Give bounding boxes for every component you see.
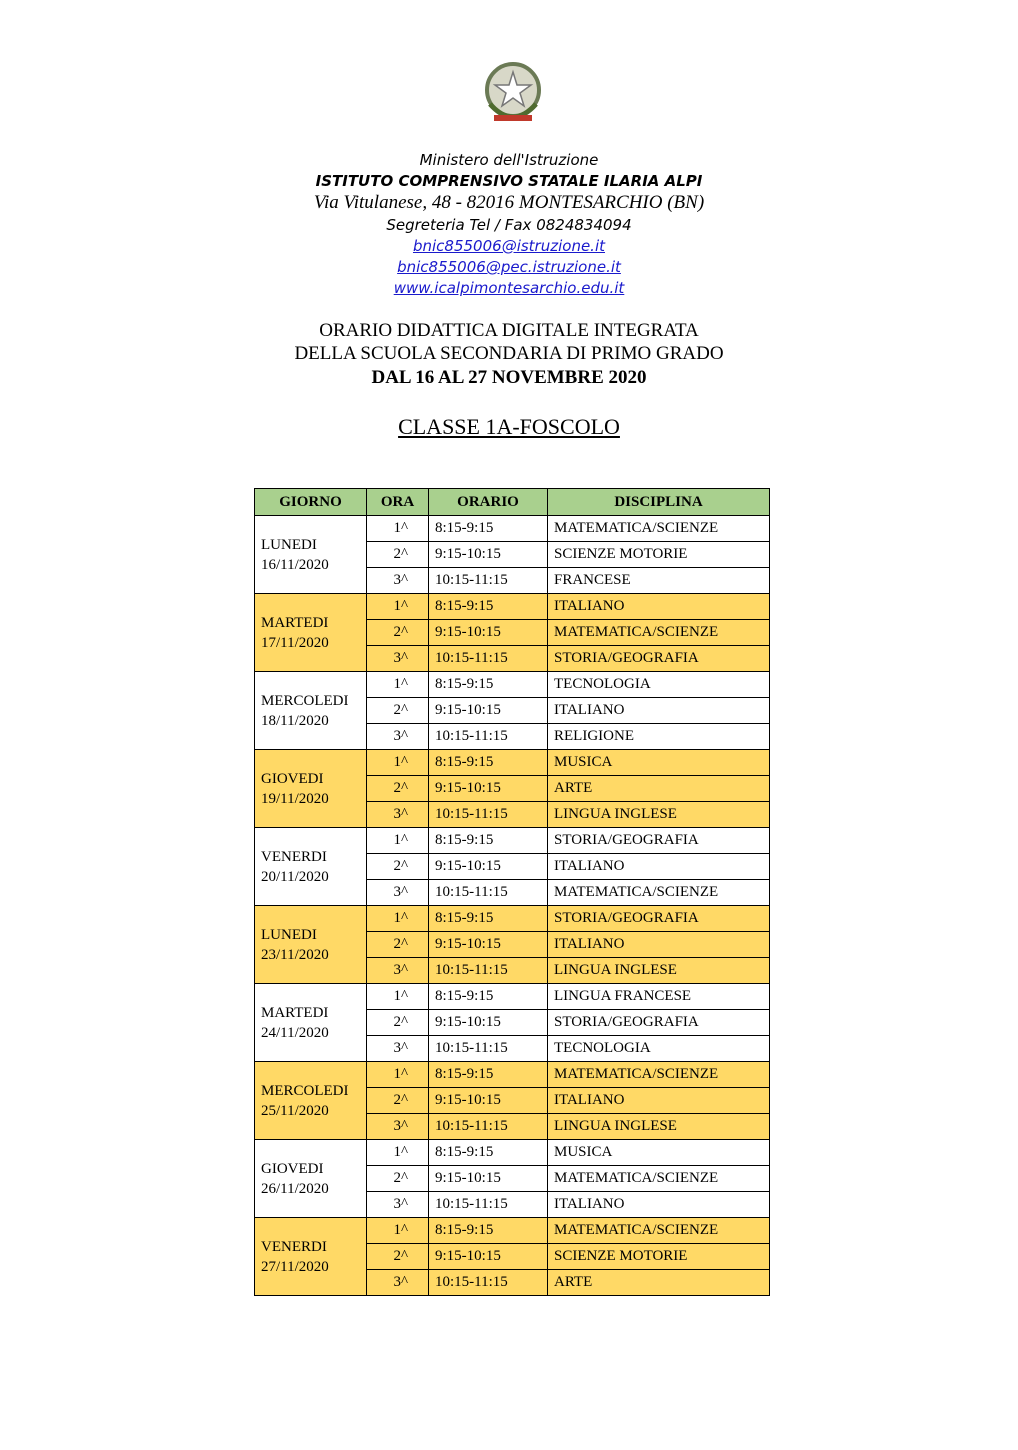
header-orario: ORARIO [429, 489, 548, 516]
time-cell: 10:15-11:15 [429, 724, 548, 750]
time-cell: 9:15-10:15 [429, 1244, 548, 1270]
email-link[interactable]: bnic855006@istruzione.it [412, 237, 605, 255]
pec-link[interactable]: bnic855006@pec.istruzione.it [397, 258, 621, 276]
time-cell: 9:15-10:15 [429, 776, 548, 802]
day-date: 17/11/2020 [261, 634, 329, 651]
day-name: GIOVEDI [261, 1160, 324, 1177]
time-cell: 10:15-11:15 [429, 1114, 548, 1140]
time-cell: 10:15-11:15 [429, 802, 548, 828]
day-cell [255, 516, 367, 594]
time-cell: 9:15-10:15 [429, 698, 548, 724]
ministry-name: Ministero dell'Istruzione [419, 151, 599, 169]
day-name: VENERDI [261, 848, 327, 865]
hour-cell: 1^ [367, 906, 429, 932]
time-cell: 9:15-10:15 [429, 1166, 548, 1192]
time-cell: 9:15-10:15 [429, 620, 548, 646]
subject-cell: MATEMATICA/SCIENZE [548, 880, 770, 906]
time-cell: 10:15-11:15 [429, 646, 548, 672]
subject-cell: LINGUA INGLESE [548, 1114, 770, 1140]
subject-cell: MATEMATICA/SCIENZE [548, 1062, 770, 1088]
subject-cell: STORIA/GEOGRAFIA [548, 828, 770, 854]
subject-cell: MUSICA [548, 750, 770, 776]
day-date: 16/11/2020 [261, 556, 329, 573]
subject-cell: FRANCESE [548, 568, 770, 594]
time-cell: 8:15-9:15 [429, 1218, 548, 1244]
day-cell [255, 750, 367, 828]
time-cell: 8:15-9:15 [429, 1140, 548, 1166]
hour-cell: 2^ [367, 1166, 429, 1192]
hour-cell: 3^ [367, 568, 429, 594]
day-date: 19/11/2020 [261, 790, 329, 807]
subject-cell: LINGUA INGLESE [548, 958, 770, 984]
subject-cell: ITALIANO [548, 932, 770, 958]
school-name: ISTITUTO COMPRENSIVO STATALE ILARIA ALPI [315, 172, 703, 190]
table-row [255, 594, 770, 620]
title-line-1: ORARIO DIDATTICA DIGITALE INTEGRATA [319, 320, 699, 341]
time-cell: 10:15-11:15 [429, 1270, 548, 1296]
day-date: 26/11/2020 [261, 1180, 329, 1197]
hour-cell: 2^ [367, 1244, 429, 1270]
hour-cell: 1^ [367, 594, 429, 620]
time-cell: 10:15-11:15 [429, 1036, 548, 1062]
subject-cell: LINGUA FRANCESE [548, 984, 770, 1010]
subject-cell: ITALIANO [548, 1192, 770, 1218]
table-header-row [255, 489, 770, 516]
time-cell: 8:15-9:15 [429, 672, 548, 698]
italian-republic-emblem-icon [482, 60, 544, 126]
hour-cell: 3^ [367, 1192, 429, 1218]
subject-cell: MATEMATICA/SCIENZE [548, 1218, 770, 1244]
hour-cell: 1^ [367, 750, 429, 776]
table-row [255, 828, 770, 854]
website-link[interactable]: www.icalpimontesarchio.edu.it [393, 279, 625, 297]
day-name: LUNEDI [261, 926, 317, 943]
table-row [255, 750, 770, 776]
day-cell [255, 984, 367, 1062]
time-cell: 9:15-10:15 [429, 854, 548, 880]
table-row [255, 984, 770, 1010]
time-cell: 9:15-10:15 [429, 932, 548, 958]
time-cell: 10:15-11:15 [429, 1192, 548, 1218]
table-row [255, 672, 770, 698]
day-date: 25/11/2020 [261, 1102, 329, 1119]
hour-cell: 3^ [367, 958, 429, 984]
day-cell [255, 1140, 367, 1218]
subject-cell: ITALIANO [548, 1088, 770, 1114]
subject-cell: MATEMATICA/SCIENZE [548, 1166, 770, 1192]
time-cell: 8:15-9:15 [429, 984, 548, 1010]
subject-cell: RELIGIONE [548, 724, 770, 750]
time-cell: 8:15-9:15 [429, 516, 548, 542]
day-cell [255, 828, 367, 906]
day-cell [255, 906, 367, 984]
day-cell [255, 1218, 367, 1296]
subject-cell: STORIA/GEOGRAFIA [548, 1010, 770, 1036]
school-phone: Segreteria Tel / Fax 0824834094 [386, 216, 632, 234]
hour-cell: 3^ [367, 880, 429, 906]
table-row [255, 1062, 770, 1088]
hour-cell: 2^ [367, 1088, 429, 1114]
hour-cell: 2^ [367, 1010, 429, 1036]
subject-cell: LINGUA INGLESE [548, 802, 770, 828]
time-cell: 8:15-9:15 [429, 906, 548, 932]
hour-cell: 3^ [367, 1270, 429, 1296]
header-giorno: GIORNO [255, 489, 367, 516]
day-name: VENERDI [261, 1238, 327, 1255]
day-name: MERCOLEDI [261, 692, 349, 709]
hour-cell: 1^ [367, 672, 429, 698]
day-name: MARTEDI [261, 614, 329, 631]
table-row [255, 516, 770, 542]
hour-cell: 3^ [367, 1114, 429, 1140]
subject-cell: STORIA/GEOGRAFIA [548, 646, 770, 672]
subject-cell: SCIENZE MOTORIE [548, 1244, 770, 1270]
table-row [255, 906, 770, 932]
time-cell: 9:15-10:15 [429, 1010, 548, 1036]
time-cell: 10:15-11:15 [429, 568, 548, 594]
time-cell: 9:15-10:15 [429, 1088, 548, 1114]
title-line-2: DELLA SCUOLA SECONDARIA DI PRIMO GRADO [294, 343, 724, 364]
subject-cell: TECNOLOGIA [548, 672, 770, 698]
table-row [255, 1140, 770, 1166]
time-cell: 8:15-9:15 [429, 750, 548, 776]
subject-cell: ITALIANO [548, 854, 770, 880]
day-name: GIOVEDI [261, 770, 324, 787]
subject-cell: MATEMATICA/SCIENZE [548, 516, 770, 542]
subject-cell: ITALIANO [548, 698, 770, 724]
subject-cell: ARTE [548, 776, 770, 802]
day-cell [255, 672, 367, 750]
hour-cell: 3^ [367, 802, 429, 828]
day-date: 27/11/2020 [261, 1258, 329, 1275]
hour-cell: 1^ [367, 1218, 429, 1244]
hour-cell: 1^ [367, 984, 429, 1010]
title-dates: DAL 16 AL 27 NOVEMBRE 2020 [371, 367, 647, 388]
day-date: 20/11/2020 [261, 868, 329, 885]
time-cell: 10:15-11:15 [429, 958, 548, 984]
hour-cell: 1^ [367, 1140, 429, 1166]
day-name: MERCOLEDI [261, 1082, 349, 1099]
subject-cell: MATEMATICA/SCIENZE [548, 620, 770, 646]
day-name: LUNEDI [261, 536, 317, 553]
day-cell [255, 1062, 367, 1140]
time-cell: 8:15-9:15 [429, 828, 548, 854]
time-cell: 8:15-9:15 [429, 594, 548, 620]
schedule-table [254, 488, 770, 1296]
hour-cell: 2^ [367, 698, 429, 724]
hour-cell: 2^ [367, 854, 429, 880]
subject-cell: ITALIANO [548, 594, 770, 620]
hour-cell: 2^ [367, 542, 429, 568]
day-date: 18/11/2020 [261, 712, 329, 729]
class-title: CLASSE 1A-FOSCOLO [398, 414, 620, 439]
subject-cell: SCIENZE MOTORIE [548, 542, 770, 568]
day-name: MARTEDI [261, 1004, 329, 1021]
header-ora: ORA [367, 489, 429, 516]
subject-cell: ARTE [548, 1270, 770, 1296]
header-disciplina: DISCIPLINA [548, 489, 770, 516]
hour-cell: 2^ [367, 620, 429, 646]
hour-cell: 1^ [367, 516, 429, 542]
hour-cell: 3^ [367, 646, 429, 672]
time-cell: 8:15-9:15 [429, 1062, 548, 1088]
hour-cell: 1^ [367, 1062, 429, 1088]
subject-cell: STORIA/GEOGRAFIA [548, 906, 770, 932]
hour-cell: 2^ [367, 776, 429, 802]
subject-cell: MUSICA [548, 1140, 770, 1166]
day-date: 23/11/2020 [261, 946, 329, 963]
school-address: Via Vitulanese, 48 - 82016 MONTESARCHIO (BN) [313, 192, 705, 213]
day-date: 24/11/2020 [261, 1024, 329, 1041]
time-cell: 9:15-10:15 [429, 542, 548, 568]
day-cell [255, 594, 367, 672]
subject-cell: TECNOLOGIA [548, 1036, 770, 1062]
hour-cell: 2^ [367, 932, 429, 958]
hour-cell: 3^ [367, 1036, 429, 1062]
table-row [255, 1218, 770, 1244]
hour-cell: 1^ [367, 828, 429, 854]
time-cell: 10:15-11:15 [429, 880, 548, 906]
hour-cell: 3^ [367, 724, 429, 750]
